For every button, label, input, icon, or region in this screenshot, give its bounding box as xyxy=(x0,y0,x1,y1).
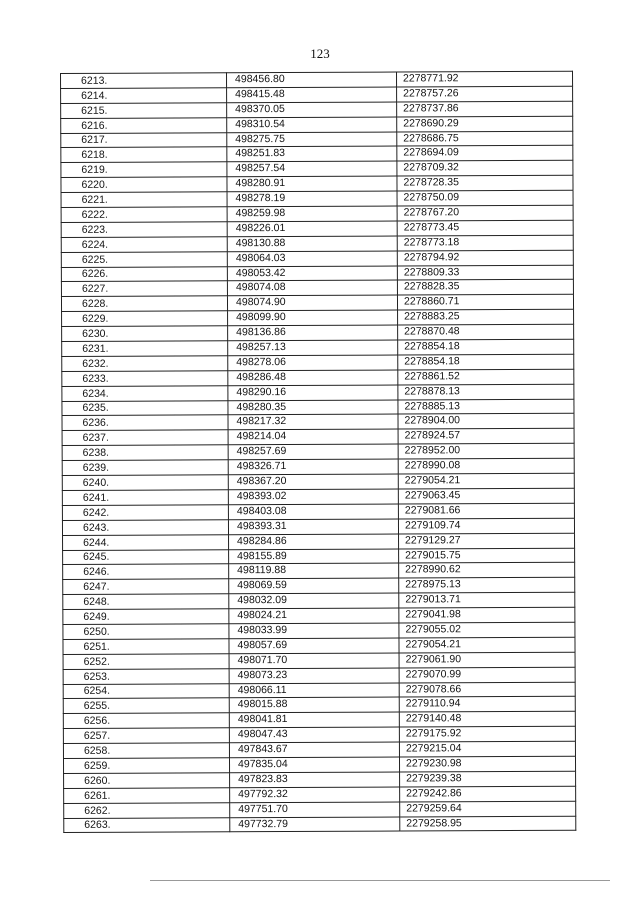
point-number-cell: 6223. xyxy=(61,222,227,238)
y-coordinate-cell: 2279055.02 xyxy=(399,622,575,638)
x-coordinate-cell: 498393.31 xyxy=(228,519,398,535)
x-coordinate-cell: 498259.98 xyxy=(227,206,397,222)
y-coordinate-cell: 2278861.52 xyxy=(398,369,574,385)
x-coordinate-cell: 498393.02 xyxy=(228,489,398,505)
point-number-cell: 6245. xyxy=(63,549,229,565)
point-number-cell: 6262. xyxy=(64,802,230,818)
point-number-cell: 6251. xyxy=(63,639,229,655)
y-coordinate-cell: 2278828.35 xyxy=(397,280,573,296)
point-number-cell: 6243. xyxy=(62,519,228,535)
point-number-cell: 6239. xyxy=(62,460,228,476)
y-coordinate-cell: 2278757.26 xyxy=(397,86,573,102)
x-coordinate-cell: 498024.21 xyxy=(229,608,399,624)
y-coordinate-cell: 2279215.04 xyxy=(399,741,575,757)
y-coordinate-cell: 2279015.75 xyxy=(399,548,575,564)
x-coordinate-cell: 498251.83 xyxy=(227,146,397,162)
point-number-cell: 6259. xyxy=(63,758,229,774)
point-number-cell: 6248. xyxy=(63,594,229,610)
x-coordinate-cell: 498284.86 xyxy=(229,534,399,550)
point-number-cell: 6250. xyxy=(63,624,229,640)
x-coordinate-cell: 498403.08 xyxy=(228,504,398,520)
point-number-cell: 6253. xyxy=(63,668,229,684)
point-number-cell: 6240. xyxy=(62,475,228,491)
y-coordinate-cell: 2278773.18 xyxy=(397,235,573,251)
point-number-cell: 6225. xyxy=(61,251,227,267)
y-coordinate-cell: 2279061.90 xyxy=(399,652,575,668)
y-coordinate-cell: 2278771.92 xyxy=(396,71,572,87)
y-coordinate-cell: 2278952.00 xyxy=(398,444,574,460)
x-coordinate-cell: 498286.48 xyxy=(228,370,398,386)
footer-rule xyxy=(150,880,610,881)
y-coordinate-cell: 2278870.48 xyxy=(398,324,574,340)
point-number-cell: 6254. xyxy=(63,683,229,699)
x-coordinate-cell: 498057.69 xyxy=(229,638,399,654)
point-number-cell: 6220. xyxy=(61,177,227,193)
x-coordinate-cell: 498257.13 xyxy=(228,340,398,356)
y-coordinate-cell: 2278694.09 xyxy=(397,146,573,162)
y-coordinate-cell: 2278860.71 xyxy=(397,295,573,311)
x-coordinate-cell: 498226.01 xyxy=(227,221,397,237)
x-coordinate-cell: 498290.16 xyxy=(228,385,398,401)
y-coordinate-cell: 2278767.20 xyxy=(397,205,573,221)
x-coordinate-cell: 498071.70 xyxy=(229,653,399,669)
y-coordinate-cell: 2278885.13 xyxy=(398,399,574,415)
point-number-cell: 6218. xyxy=(61,147,227,163)
point-number-cell: 6228. xyxy=(61,296,227,312)
x-coordinate-cell: 498053.42 xyxy=(227,266,397,282)
x-coordinate-cell: 498119.88 xyxy=(229,563,399,579)
x-coordinate-cell: 498073.23 xyxy=(229,668,399,684)
x-coordinate-cell: 498278.19 xyxy=(227,191,397,207)
x-coordinate-cell: 498214.04 xyxy=(228,429,398,445)
y-coordinate-cell: 2279140.48 xyxy=(399,712,575,728)
point-number-cell: 6215. xyxy=(61,103,227,119)
y-coordinate-cell: 2279109.74 xyxy=(398,518,574,534)
point-number-cell: 6221. xyxy=(61,192,227,208)
x-coordinate-cell: 498064.03 xyxy=(227,251,397,267)
point-number-cell: 6234. xyxy=(62,385,228,401)
point-number-cell: 6261. xyxy=(64,788,230,804)
y-coordinate-cell: 2278773.45 xyxy=(397,220,573,236)
x-coordinate-cell: 498066.11 xyxy=(229,683,399,699)
y-coordinate-cell: 2278854.18 xyxy=(398,354,574,370)
y-coordinate-cell: 2279070.99 xyxy=(399,667,575,683)
point-number-cell: 6229. xyxy=(62,311,228,327)
point-number-cell: 6232. xyxy=(62,356,228,372)
x-coordinate-cell: 498015.88 xyxy=(229,697,399,713)
point-number-cell: 6214. xyxy=(61,88,227,104)
x-coordinate-cell: 498415.48 xyxy=(227,87,397,103)
y-coordinate-cell: 2278709.32 xyxy=(397,161,573,177)
y-coordinate-cell: 2278990.62 xyxy=(399,563,575,579)
x-coordinate-cell: 498032.09 xyxy=(229,593,399,609)
point-number-cell: 6224. xyxy=(61,237,227,253)
y-coordinate-cell: 2279013.71 xyxy=(399,592,575,608)
point-number-cell: 6247. xyxy=(63,579,229,595)
x-coordinate-cell: 498257.69 xyxy=(228,444,398,460)
x-coordinate-cell: 497751.70 xyxy=(230,802,400,818)
y-coordinate-cell: 2279129.27 xyxy=(399,533,575,549)
point-number-cell: 6246. xyxy=(63,564,229,580)
point-number-cell: 6236. xyxy=(62,415,228,431)
page-number: 123 xyxy=(310,46,330,61)
x-coordinate-cell: 498326.71 xyxy=(228,459,398,475)
y-coordinate-cell: 2279041.98 xyxy=(399,607,575,623)
y-coordinate-cell: 2278924.57 xyxy=(398,429,574,445)
point-number-cell: 6213. xyxy=(61,73,227,89)
y-coordinate-cell: 2278878.13 xyxy=(398,384,574,400)
point-number-cell: 6230. xyxy=(62,326,228,342)
point-number-cell: 6216. xyxy=(61,117,227,133)
y-coordinate-cell: 2279054.21 xyxy=(399,637,575,653)
point-number-cell: 6219. xyxy=(61,162,227,178)
y-coordinate-cell: 2279110.94 xyxy=(399,697,575,713)
point-number-cell: 6222. xyxy=(61,207,227,223)
y-coordinate-cell: 2279242.86 xyxy=(400,786,576,802)
point-number-cell: 6231. xyxy=(62,341,228,357)
x-coordinate-cell: 497823.83 xyxy=(230,772,400,788)
point-number-cell: 6242. xyxy=(62,505,228,521)
point-number-cell: 6255. xyxy=(63,698,229,714)
x-coordinate-cell: 498280.91 xyxy=(227,176,397,192)
point-number-cell: 6260. xyxy=(64,773,230,789)
point-number-cell: 6241. xyxy=(62,490,228,506)
table-row xyxy=(64,816,576,833)
x-coordinate-cell: 498069.59 xyxy=(229,578,399,594)
x-coordinate-cell: 498310.54 xyxy=(227,117,397,133)
y-coordinate-cell: 2278809.33 xyxy=(397,265,573,281)
x-coordinate-cell: 497843.67 xyxy=(229,742,399,758)
x-coordinate-cell: 497835.04 xyxy=(229,757,399,773)
x-coordinate-cell: 497732.79 xyxy=(230,817,400,833)
point-number-cell: 6257. xyxy=(63,728,229,744)
x-coordinate-cell: 498033.99 xyxy=(229,623,399,639)
x-coordinate-cell: 497792.32 xyxy=(230,787,400,803)
y-coordinate-cell: 2279054.21 xyxy=(398,473,574,489)
point-number-cell: 6252. xyxy=(63,654,229,670)
y-coordinate-cell: 2279259.64 xyxy=(400,801,576,817)
point-number-cell: 6237. xyxy=(62,430,228,446)
x-coordinate-cell: 498370.05 xyxy=(227,102,397,118)
x-coordinate-cell: 498217.32 xyxy=(228,415,398,431)
point-number-cell: 6235. xyxy=(62,400,228,416)
point-number-cell: 6244. xyxy=(63,534,229,550)
x-coordinate-cell: 498155.89 xyxy=(229,549,399,565)
x-coordinate-cell: 498456.80 xyxy=(227,72,397,88)
point-number-cell: 6249. xyxy=(63,609,229,625)
point-number-cell: 6258. xyxy=(63,743,229,759)
x-coordinate-cell: 498367.20 xyxy=(228,474,398,490)
y-coordinate-cell: 2279081.66 xyxy=(398,503,574,519)
x-coordinate-cell: 498130.88 xyxy=(227,236,397,252)
x-coordinate-cell: 498257.54 xyxy=(227,161,397,177)
x-coordinate-cell: 498280.35 xyxy=(228,400,398,416)
y-coordinate-cell: 2278686.75 xyxy=(397,131,573,147)
x-coordinate-cell: 498099.90 xyxy=(228,310,398,326)
y-coordinate-cell: 2279258.95 xyxy=(400,816,576,832)
table-body xyxy=(61,71,576,833)
y-coordinate-cell: 2278794.92 xyxy=(397,250,573,266)
point-number-cell: 6217. xyxy=(61,132,227,148)
x-coordinate-cell: 498074.08 xyxy=(227,280,397,296)
point-number-cell: 6233. xyxy=(62,371,228,387)
point-number-cell: 6256. xyxy=(63,713,229,729)
y-coordinate-cell: 2278975.13 xyxy=(399,578,575,594)
point-number-cell: 6263. xyxy=(64,817,230,833)
y-coordinate-cell: 2278690.29 xyxy=(397,116,573,132)
point-number-cell: 6238. xyxy=(62,445,228,461)
y-coordinate-cell: 2279230.98 xyxy=(399,756,575,772)
x-coordinate-cell: 498278.06 xyxy=(228,355,398,371)
x-coordinate-cell: 498275.75 xyxy=(227,132,397,148)
x-coordinate-cell: 498136.86 xyxy=(228,325,398,341)
coordinate-table xyxy=(60,71,576,834)
point-number-cell: 6226. xyxy=(61,266,227,282)
point-number-cell: 6227. xyxy=(61,281,227,297)
y-coordinate-cell: 2278737.86 xyxy=(397,101,573,117)
y-coordinate-cell: 2278854.18 xyxy=(398,339,574,355)
x-coordinate-cell: 498074.90 xyxy=(227,295,397,311)
y-coordinate-cell: 2279239.38 xyxy=(400,771,576,787)
x-coordinate-cell: 498041.81 xyxy=(229,712,399,728)
y-coordinate-cell: 2279175.92 xyxy=(399,726,575,742)
y-coordinate-cell: 2278728.35 xyxy=(397,175,573,191)
y-coordinate-cell: 2279078.66 xyxy=(399,682,575,698)
y-coordinate-cell: 2278990.08 xyxy=(398,458,574,474)
x-coordinate-cell: 498047.43 xyxy=(229,727,399,743)
y-coordinate-cell: 2278750.09 xyxy=(397,190,573,206)
y-coordinate-cell: 2279063.45 xyxy=(398,488,574,504)
y-coordinate-cell: 2278883.25 xyxy=(398,310,574,326)
y-coordinate-cell: 2278904.00 xyxy=(398,414,574,430)
